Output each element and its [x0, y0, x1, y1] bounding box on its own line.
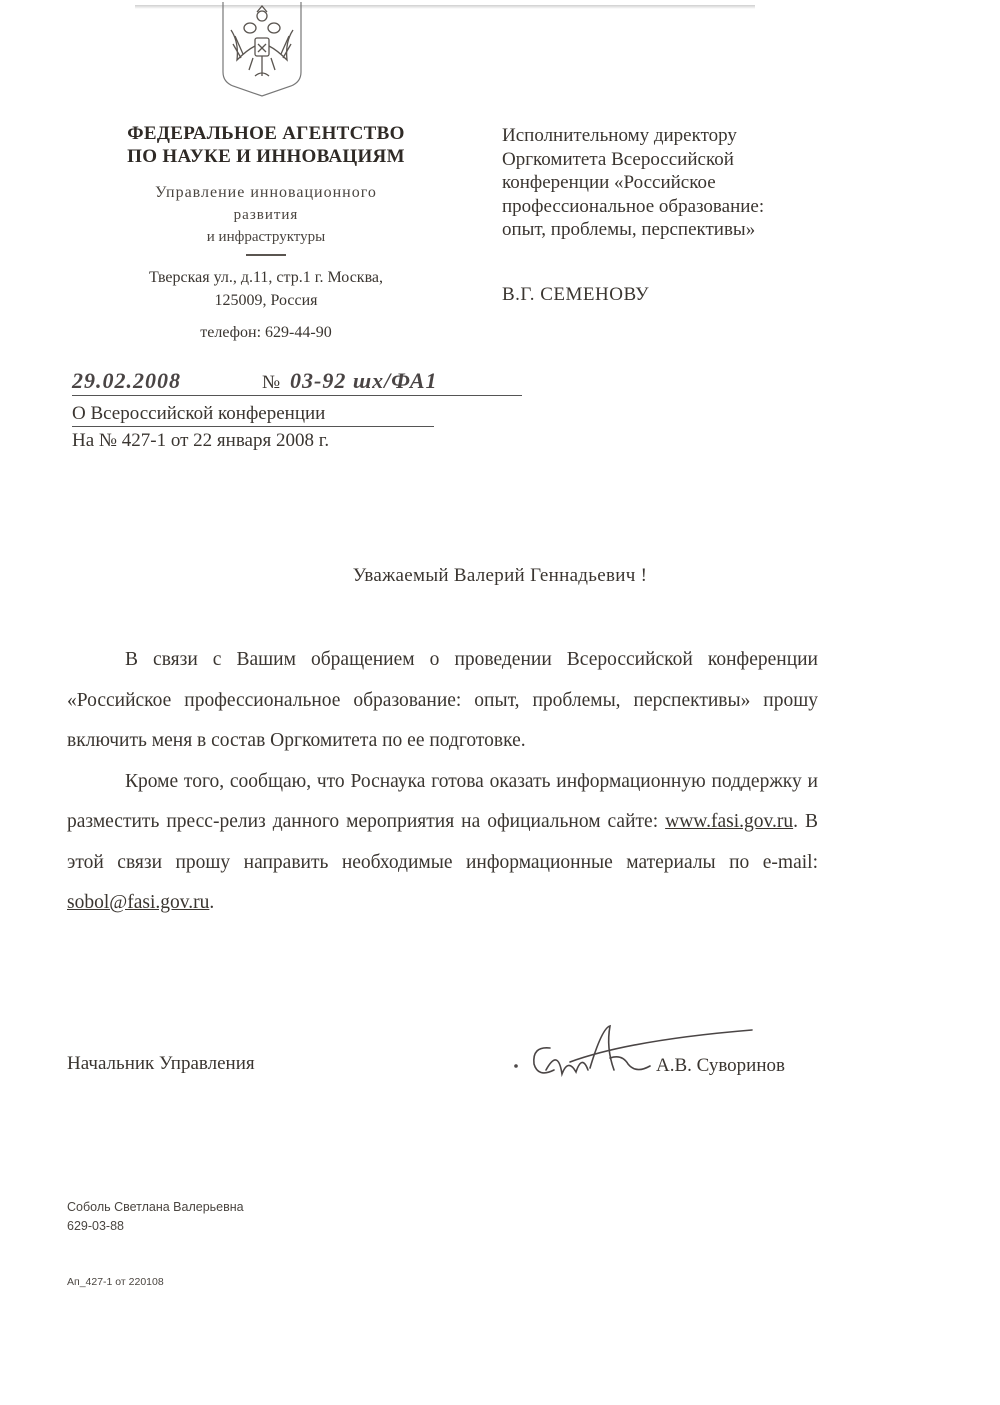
paragraph-2	[67, 762, 818, 924]
paragraph-2-part1: Кроме того, сообщаю, что Роснаука готова оказать информационную поддержку и разместить пресс-релиз данного мероприятия на официальном сайте:	[67, 770, 818, 832]
agency-name-line2: ПО НАУКЕ И ИННОВАЦИЯМ	[127, 146, 405, 167]
addressee-line4: профессиональное образование:	[502, 195, 765, 217]
paragraph-2-part3: .	[209, 892, 215, 913]
address-line2: 125009, Россия	[214, 292, 318, 309]
letter-body	[67, 640, 818, 924]
handwritten-signature	[510, 1018, 760, 1088]
paragraph-2-part2: . В этой связи прошу направить необходимые информационные материалы по e-mail:	[67, 811, 818, 873]
website-link[interactable]: www.fasi.gov.ru	[665, 811, 794, 832]
signer-name: А.В. Суворинов	[656, 1055, 785, 1076]
header-divider-1	[246, 254, 286, 256]
registration-number-label: №	[262, 372, 281, 393]
subject-underline	[72, 426, 434, 427]
agency-block	[60, 122, 472, 344]
file-reference: Ап_427-1 от 220108	[67, 1276, 164, 1288]
registration-date: 29.02.2008	[72, 368, 181, 393]
executor-name: Соболь Светлана Валерьевна	[67, 1200, 244, 1214]
department-line2: развития	[233, 207, 299, 223]
registration-line	[72, 368, 542, 402]
addressee-line3: конференции «Российское	[502, 172, 716, 193]
addressee-block	[502, 124, 832, 242]
registration-number: 03-92 шх/ФА1	[290, 368, 438, 393]
coat-of-arms-icon	[219, 0, 305, 98]
email-link[interactable]: sobol@fasi.gov.ru	[67, 892, 210, 913]
letter-reference: На № 427-1 от 22 января 2008 г.	[72, 430, 330, 451]
address-line1: Тверская ул., д.11, стр.1 г. Москва,	[148, 269, 384, 286]
registration-underline	[72, 395, 522, 396]
addressee-line1: Исполнительному директору	[502, 125, 737, 146]
addressee-line2: Оргкомитета Всероссийской	[502, 148, 734, 170]
executor-phone: 629-03-88	[67, 1219, 124, 1233]
addressee-line5: опыт, проблемы, перспективы»	[502, 219, 756, 240]
phone: телефон: 629-44-90	[200, 324, 332, 341]
agency-name-line1: ФЕДЕРАЛЬНОЕ АГЕНТСТВО	[127, 123, 405, 144]
department-line1: Управление инновационного	[155, 184, 377, 201]
department-line3: и инфраструктуры	[206, 229, 326, 245]
signer-title: Начальник Управления	[67, 1053, 255, 1074]
letter-subject: О Всероссийской конференции	[72, 403, 326, 424]
paragraph-1: В связи с Вашим обращением о проведении Всероссийской конференции «Российское профессиональное образование: опыт, проблемы, перспективы» прошу включить меня в состав Оргкомитета по ее подготовке.	[67, 649, 818, 751]
addressee-name: В.Г. СЕМЕНОВУ	[502, 284, 650, 305]
salutation: Уважаемый Валерий Геннадьевич !	[352, 565, 648, 586]
